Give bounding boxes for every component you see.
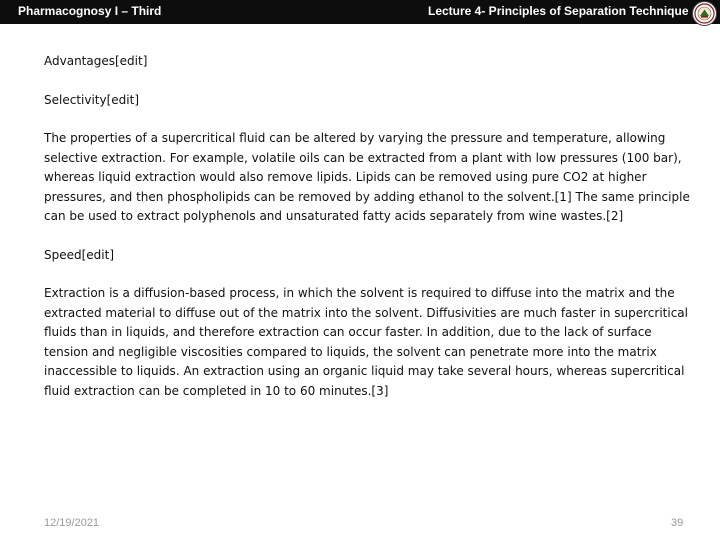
heading-speed: Speed[edit] bbox=[44, 247, 115, 262]
paragraph-speed: Extraction is a diffusion-based process, in which the solvent is required to diffuse into the matrix and the extracted material to diffuse out of the matrix into the solvent. Diffusivities are much faster in supercritical fluids than in liquids, and therefore extraction can occur faster. In addition, due to the lack of surface tension and negligible viscosities compared to liquids, the solvent can penetrate more into the matrix inaccessible to liquids. An extraction using an organic liquid may take several hours, whereas supercritical fluid extraction can be completed in 10 to 60 minutes.[3] bbox=[44, 286, 688, 398]
slide-header bbox=[0, 0, 720, 24]
heading-advantages: Advantages[edit] bbox=[44, 54, 148, 68]
university-seal-icon bbox=[692, 1, 717, 26]
footer-date: 12/19/2021 bbox=[44, 517, 100, 529]
paragraph-selectivity: The properties of a supercritical fluid can be altered by varying the pressure and temperature, allowing selective extraction. For example, volatile oils can be extracted from a plant with low pressures (100 bar), whereas liquid extraction would also remove lipids. Lipids can be removed using pure CO2 at higher pressures, and then phospholipids can be removed by adding ethanol to the solvent.[1] The same principle can be used to extract polyphenols and unsaturated fatty acids separately from wine wastes.[2] bbox=[44, 131, 690, 223]
page-number: 39 bbox=[671, 517, 684, 529]
lecture-title: Lecture 4- Principles of Separation Technique bbox=[428, 4, 689, 18]
slide-content bbox=[44, 52, 694, 420]
heading-selectivity: Selectivity[edit] bbox=[44, 92, 139, 107]
course-title: Pharmacognosy I – Third bbox=[18, 4, 162, 18]
